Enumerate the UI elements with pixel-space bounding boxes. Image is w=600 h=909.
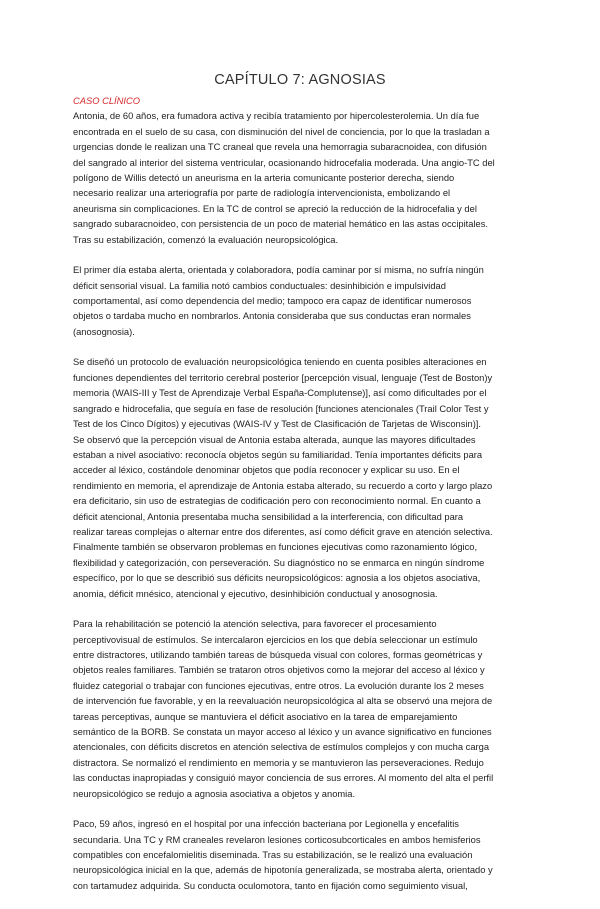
text-line: específico, por lo que se describió sus déficits neuropsicológicos: agnosia a los objetos asociativa, [73,573,481,584]
text-line: anomia, déficit mnésico, atencional y ejecutivo, desinhibición conductual y anosognosia. [73,588,438,599]
text-line: aneurisma sin complicaciones. En la TC de control se apreció la reducción de la hidrocefalia y del [73,203,477,214]
text-line: polígono de Willis detectó un aneurisma en la arteria comunicante posterior derecha, siendo [73,173,455,184]
text-line: neuropsicológica inicial en la que, además de hipotonía generalizada, se mostraba alerta, orientado y [73,865,493,876]
text-line: Finalmente también se observaron problemas en funciones ejecutivas como razonamiento lógico, [73,542,478,553]
text-line: memoria (WAIS-III y Test de Aprendizaje Verbal España-Complutense)], así como dificultades por el [73,388,487,399]
text-line: déficit sensorial visual. La familia notó cambios conductuales: desinhibición e impulsividad [73,280,446,291]
paragraph [73,109,530,248]
text-line: comportamental, así como dependencia del medio; tampoco era capaz de identificar numerosos [73,296,472,307]
text-line: realizar tareas complejas o alternar entre dos diferentes, así como déficit grave en atención selectiva. [73,526,493,537]
text-line: del sangrado al interior del sistema ventricular, ocasionando hidrocefalia moderada. Una angio-TC del [73,157,495,168]
text-line: sangrado subaracnoideo, con persistencia de un poco de material hemático en las astas occipitales. [73,219,489,230]
text-line: flexibilidad y categorización, con perseveración. Su diagnóstico no se enmarca en ningún síndrome [73,557,485,568]
text-line: con tartamudez adquirida. Su conducta oculomotora, tanto en fijación como seguimiento visual, [73,880,468,891]
text-line: Se diseñó un protocolo de evaluación neuropsicológica teniendo en cuenta posibles alteraciones en [73,357,487,368]
text-line: distractora. Se normalizó el rendimiento en memoria y se mantuvieron las perseveraciones. Redujo [73,757,484,768]
text-line: secundaria. Una TC y RM craneales revelaron lesiones corticosubcorticales en ambos hemisferios [73,834,481,845]
text-line: sangrado e hidrocefalia, que seguía en fase de resolución [funciones atencionales (Trail Color Test y [73,403,489,414]
text-line: tareas perceptivas, aunque se mantuviera el déficit asociativo en la tarea de emparejamiento [73,711,458,722]
text-line: Antonia, de 60 años, era fumadora activa y recibía tratamiento por hipercolesterolemia. Un día fue [73,111,480,122]
text-line: fluidez categorial o trabajar con funciones ejecutivas, entre otros. La evolución durante los 2 meses [73,680,484,691]
text-line: Test de los Cinco Dígitos) y ejecutivas (WAIS-IV y Test de Clasificación de Tarjetas de Wisconsin)]. [73,419,481,430]
text-line: encontrada en el suelo de su casa, con disminución del nivel de conciencia, por lo que la trasladan a [73,126,490,137]
text-line: El primer día estaba alerta, orientada y colaboradora, podía caminar por sí misma, no sufría ningún [73,265,484,276]
chapter-title: CAPÍTULO 7: AGNOSIAS [214,72,386,88]
paragraph-list [73,109,530,894]
text-line: estaban a nivel asociativo: reconocía objetos según su familiaridad. Tenía importantes déficits para [73,449,483,460]
text-line: neuropsicológico se redujo a agnosia asociativa a objetos y anomia. [73,788,356,799]
text-line: Se observó que la percepción visual de Antonia estaba alterada, aunque las mayores dificultades [73,434,476,445]
text-line: urgencias donde le realizan una TC craneal que revela una hemorragia subaracnoidea, con difusión [73,142,487,153]
text-line: atencionales, con déficits discretos en atención selectiva de estímulos complejos y con mucha carga [73,742,490,753]
text-line: (anosognosia). [73,326,135,337]
paragraph [73,617,530,802]
paragraph [73,817,530,894]
text-line: semántico de la BORB. Se constata un mayor acceso al léxico y un avance significativo en funciones [73,727,492,737]
text-line: objetos o tardaba mucho en nombrarlos. Antonia consideraba que sus conductas eran normales [73,311,471,322]
text-line: las conductas inapropiadas y consiguió mayor conciencia de sus errores. Al momento del alta el perfil [73,773,494,784]
section-label: CASO CLÍNICO [73,96,140,106]
text-line: Paco, 59 años, ingresó en el hospital por una infección bacteriana por Legionella y encefalitis [73,819,459,830]
document-body [73,94,530,909]
text-line: acceder al léxico, costándole denominar objetos que podía reconocer y explicar su uso. En el [73,465,460,476]
text-line: compatibles con encefalomielitis diseminada. Tras su estabilización, se le realizó una evaluación [73,850,473,861]
text-line: déficit atencional, Antonia presentaba mucha sensibilidad a la interferencia, con dificultad para [73,511,464,522]
text-line: era deficitario, sin uso de estrategias de codificación pero con reconocimiento normal. En cuanto a [73,496,481,507]
text-line: necesario realizar una arteriografía por parte de radiología intervencionista, embolizando el [73,188,451,199]
text-line: rendimiento en memoria, el aprendizaje de Antonia estaba alterado, su recuerdo a corto y largo plazo [73,480,493,491]
paragraph [73,355,530,602]
text-line: funciones dependientes del territorio cerebral posterior [percepción visual, lenguaje (Test de Boston)y [73,372,493,383]
text-line: perceptivovisual de estímulos. Se intercalaron ejercicios en los que debía seleccionar un estímulo [73,634,478,645]
text-line: Para la rehabilitación se potenció la atención selectiva, para favorecer el procesamiento [73,619,437,630]
text-line: objetos reales familiares. También se trataron otros objetivos como la mejorar del acceso al léxico y [73,665,485,676]
text-line: de intervención fue favorable, y en la reevaluación neuropsicológica al alta se observó una mejora de [73,696,493,707]
text-line: entre distractores, utilizando también tareas de búsqueda visual con colores, formas geométricas y [73,649,483,660]
text-line: Tras su estabilización, comenzó la evaluación neuropsicológica. [73,234,339,245]
paragraph [73,263,530,340]
